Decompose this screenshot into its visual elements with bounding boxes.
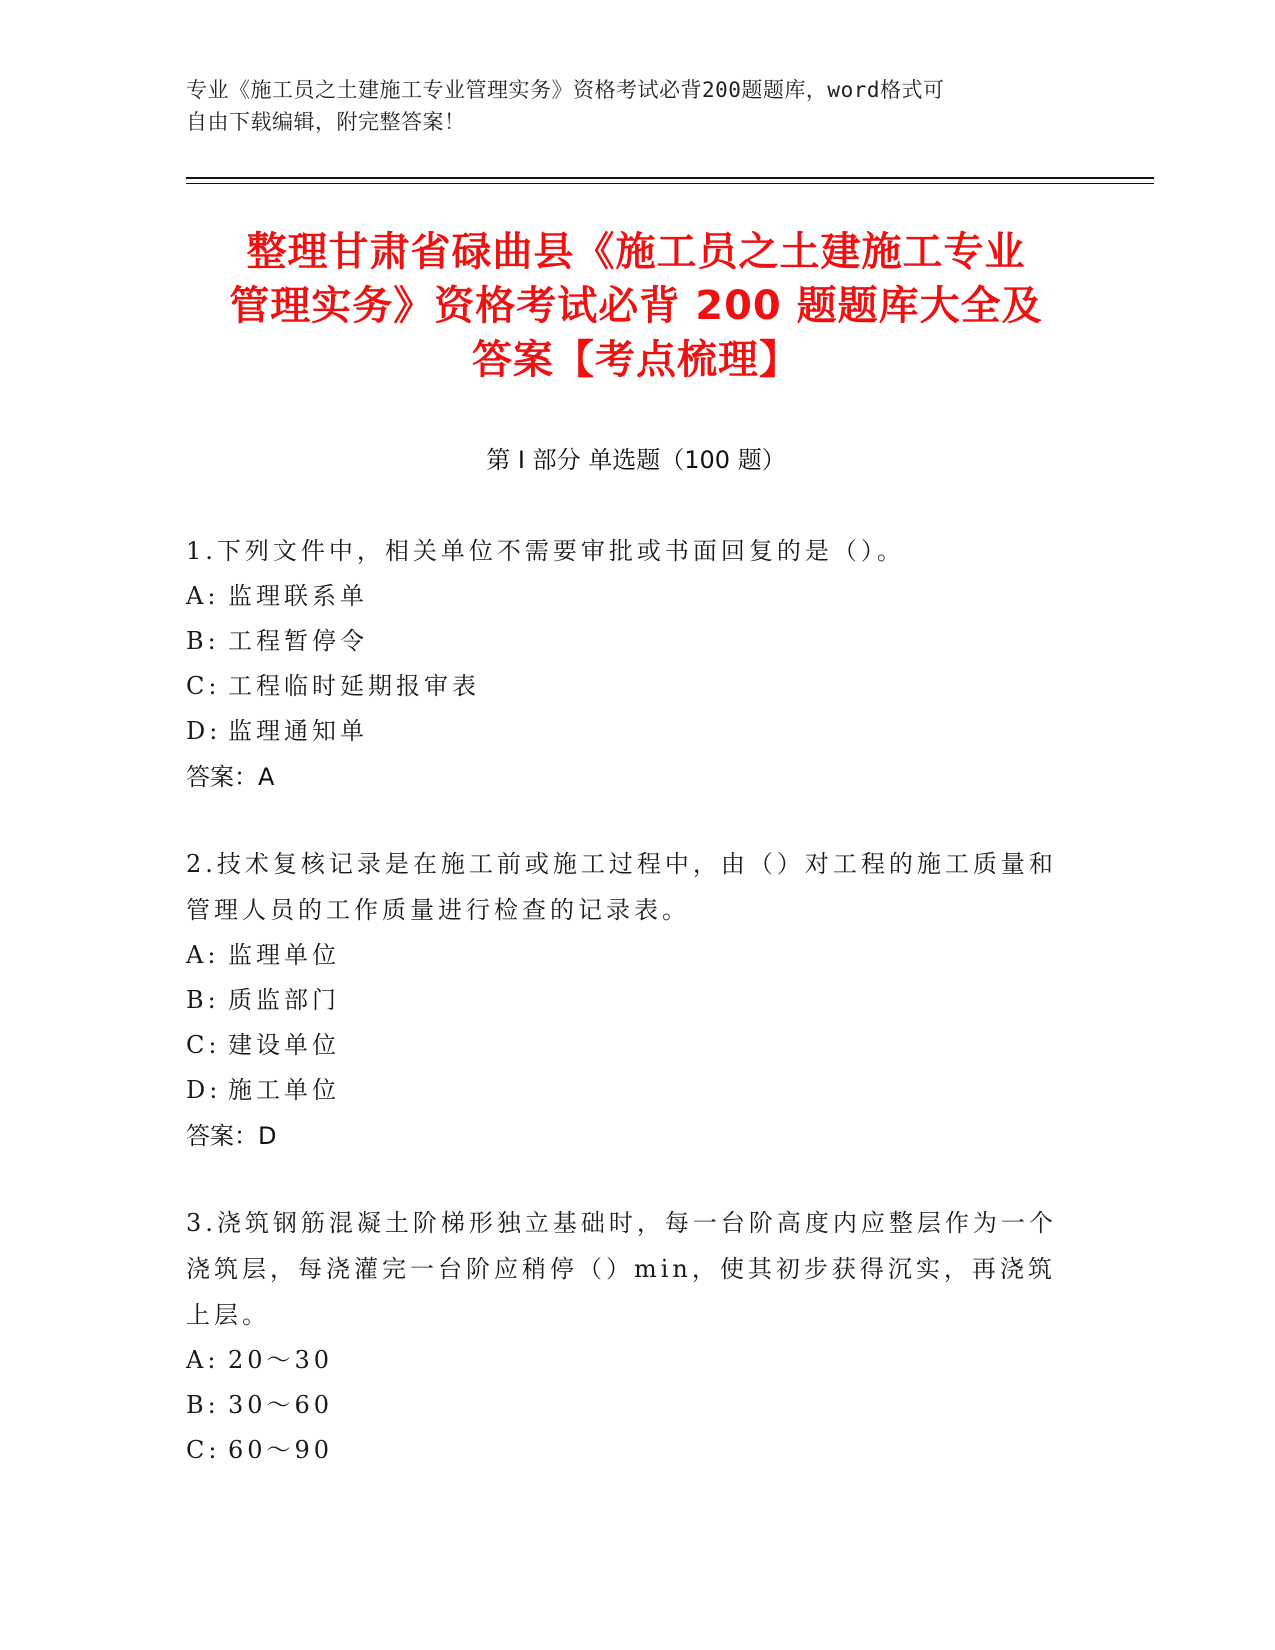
option-d [186,709,1066,754]
option-text: 质监部门 [228,986,340,1014]
option-key: C: [186,1436,221,1464]
header-note-line-1: 专业《施工员之土建施工专业管理实务》资格考试必背200题题库，word格式可 [186,78,945,102]
option-key: A: [186,582,220,610]
option-a [186,574,1066,619]
option-text: 工程暂停令 [228,627,368,655]
option-key: B: [186,986,220,1014]
header-divider-thick [186,177,1154,179]
header-note [186,74,1066,138]
question-stem: 2.技术复核记录是在施工前或施工过程中，由（）对工程的施工质量和管理人员的工作质量进行检查的记录表。 [186,850,1057,924]
header-note-line-2: 自由下载编辑，附完整答案！ [186,110,466,134]
option-text: 施工单位 [228,1076,340,1104]
section-heading: 第 I 部分 单选题（100 题） [486,446,786,474]
option-b [186,619,1066,664]
option-key: C: [186,1031,221,1059]
option-key: A: [186,941,220,969]
option-key: B: [186,1391,220,1419]
option-b [186,1383,1066,1428]
option-key: A: [186,1346,220,1374]
document-title-line-3: 答案【考点梳理】 [472,337,800,383]
option-text: 监理通知单 [228,717,368,745]
document-title-line-1: 整理甘肃省碌曲县《施工员之土建施工专业 [246,229,1026,275]
question-stem: 3.浇筑钢筋混凝土阶梯形独立基础时，每一台阶高度内应整层作为一个浇筑层，每浇灌完一台阶应稍停（）min，使其初步获得沉实，再浇筑上层。 [186,1209,1057,1329]
question-2 [186,841,1066,1159]
option-a [186,933,1066,978]
option-b [186,978,1066,1023]
option-key: B: [186,627,220,655]
option-d [186,1068,1066,1113]
question-1 [186,528,1066,800]
option-text: 监理单位 [228,941,340,969]
document-title [186,225,1086,387]
question-stem: 1.下列文件中，相关单位不需要审批或书面回复的是（）。 [186,537,905,565]
option-text: 60～90 [228,1436,334,1464]
option-key: D: [186,717,222,745]
option-text: 20～30 [228,1346,334,1374]
option-key: C: [186,672,221,700]
question-3 [186,1200,1066,1473]
option-text: 监理联系单 [228,582,368,610]
option-c [186,1023,1066,1068]
header-divider-thin [186,183,1154,184]
question-list [186,528,1066,1514]
document-title-line-2: 管理实务》资格考试必背 200 题题库大全及 [229,283,1043,329]
option-text: 工程临时延期报审表 [228,672,480,700]
option-a [186,1338,1066,1383]
option-key: D: [186,1076,222,1104]
option-text: 30～60 [228,1391,334,1419]
option-text: 建设单位 [228,1031,340,1059]
option-c [186,664,1066,709]
answer-line: 答案：A [186,763,275,791]
option-c [186,1428,1066,1473]
answer-line: 答案：D [186,1122,277,1150]
